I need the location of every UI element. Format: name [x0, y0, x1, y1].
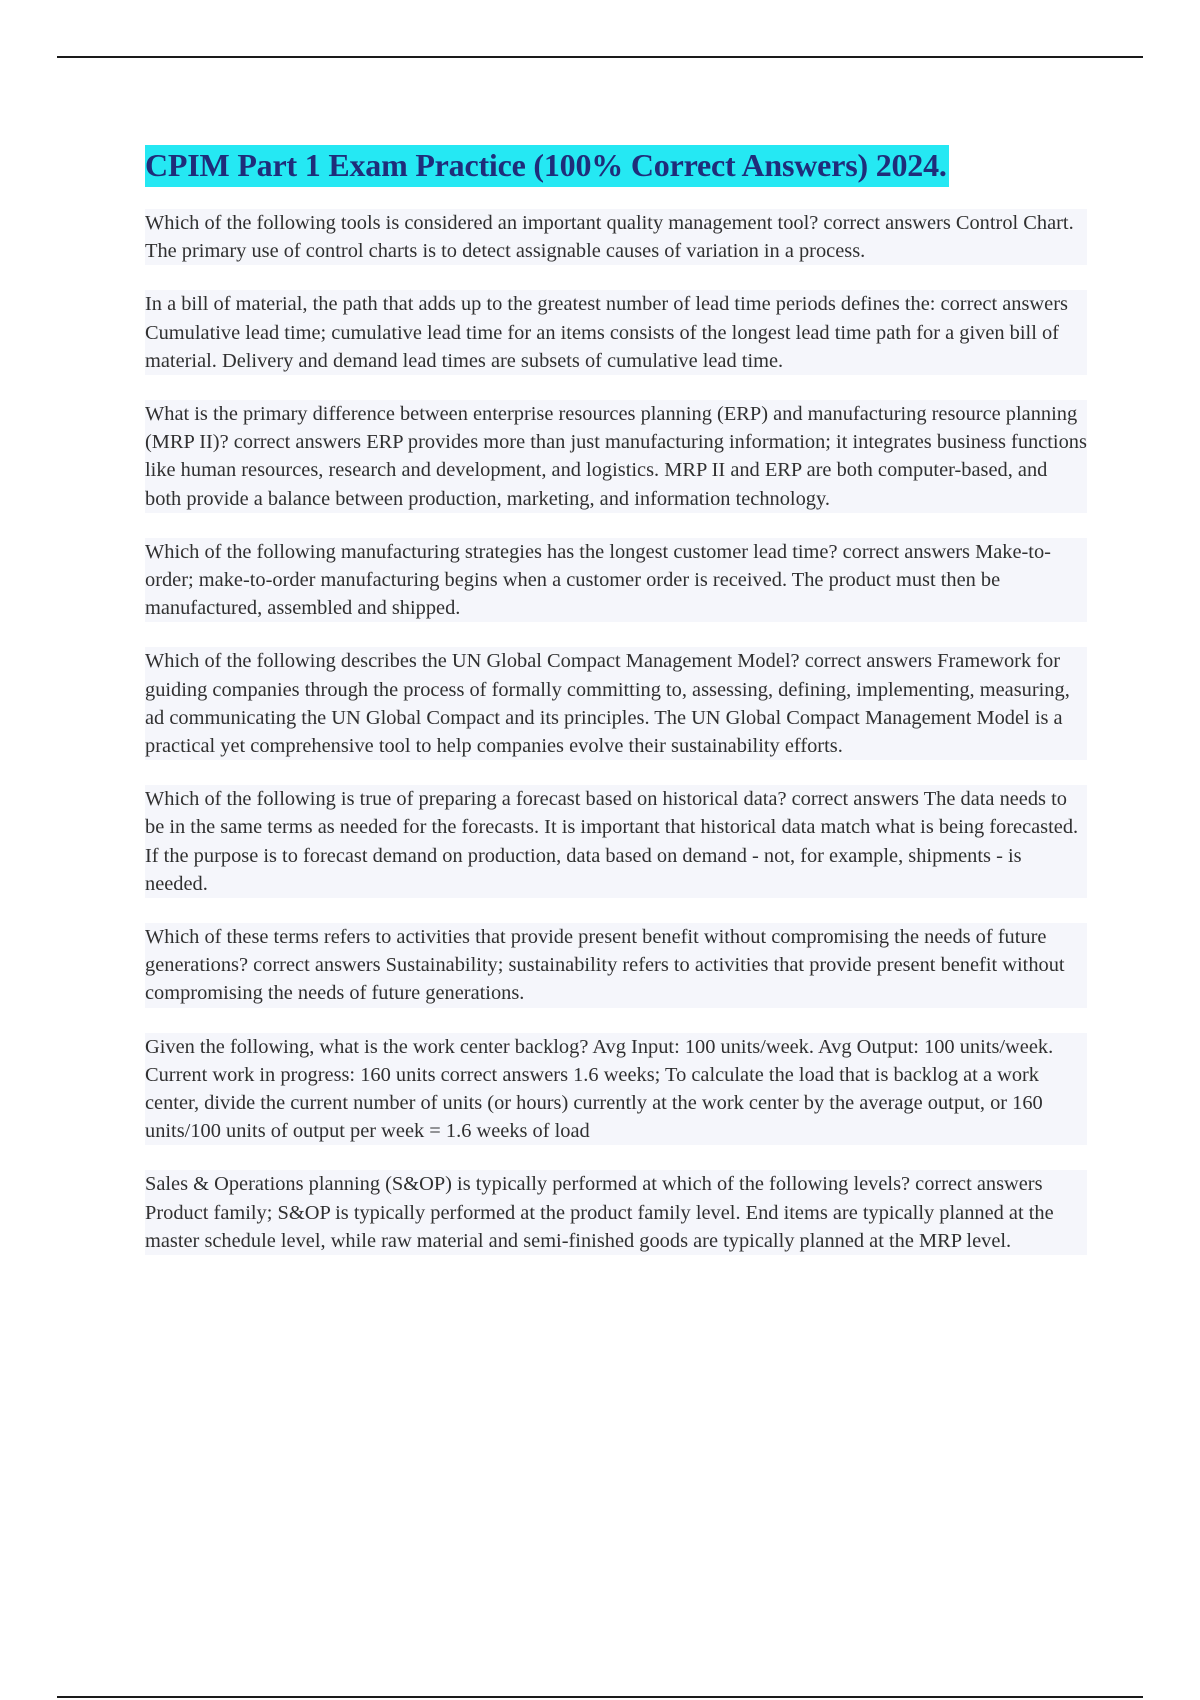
document-title: CPIM Part 1 Exam Practice (100% Correct Answers) 2024.: [145, 145, 949, 187]
qa-item: Which of the following is true of preparing a forecast based on historical data? correct answers The data needs to be in the same terms as needed for the forecasts. It is important that historical data match what is being forecasted. If the purpose is to forecast demand on production, data based on demand - not, for example, shipments - is needed.: [145, 785, 1087, 898]
qa-item: Which of the following describes the UN Global Compact Management Model? correct answers Framework for guiding companies through the process of formally committing to, assessing, defining, implementing, measuring, ad communicating the UN Global Compact and its principles. The UN Global Compact Management Model is a practical yet comprehensive tool to help companies evolve their sustainability efforts.: [145, 647, 1087, 760]
qa-item: Sales & Operations planning (S&OP) is typically performed at which of the following levels? correct answers Product family; S&OP is typically performed at the product family level. End items are typically planned at the master schedule level, while raw material and semi-finished goods are typically planned at the MRP level.: [145, 1170, 1087, 1255]
qa-item: Which of the following tools is considered an important quality management tool? correct answers Control Chart. The primary use of control charts is to detect assignable causes of variation in a process.: [145, 209, 1087, 265]
qa-item: Which of these terms refers to activities that provide present benefit without compromising the needs of future generations? correct answers Sustainability; sustainability refers to activities that provide present benefit without compromising the needs of future generations.: [145, 923, 1087, 1008]
qa-item: What is the primary difference between enterprise resources planning (ERP) and manufacturing resource planning (MRP II)? correct answers ERP provides more than just manufacturing information; it integrates business functions like human resources, research and development, and logistics. MRP II and ERP are both computer-based, and both provide a balance between production, marketing, and information technology.: [145, 400, 1087, 513]
header-rule: [57, 56, 1143, 58]
qa-item: Which of the following manufacturing strategies has the longest customer lead time? correct answers Make-to-order; make-to-order manufacturing begins when a customer order is received. The product must then be manufactured, assembled and shipped.: [145, 538, 1087, 623]
document-body: [145, 145, 1087, 1280]
qa-item: In a bill of material, the path that adds up to the greatest number of lead time periods defines the: correct answers Cumulative lead time; cumulative lead time for an items consists of the longest lead time path for a given bill of material. Delivery and demand lead times are subsets of cumulative lead time.: [145, 290, 1087, 375]
qa-item: Given the following, what is the work center backlog? Avg Input: 100 units/week. Avg Output: 100 units/week. Current work in progress: 160 units correct answers 1.6 weeks; To calculate the load that is backlog at a work center, divide the current number of units (or hours) currently at the work center by the average output, or 160 units/100 units of output per week = 1.6 weeks of load: [145, 1033, 1087, 1146]
footer-rule: [57, 1696, 1143, 1698]
